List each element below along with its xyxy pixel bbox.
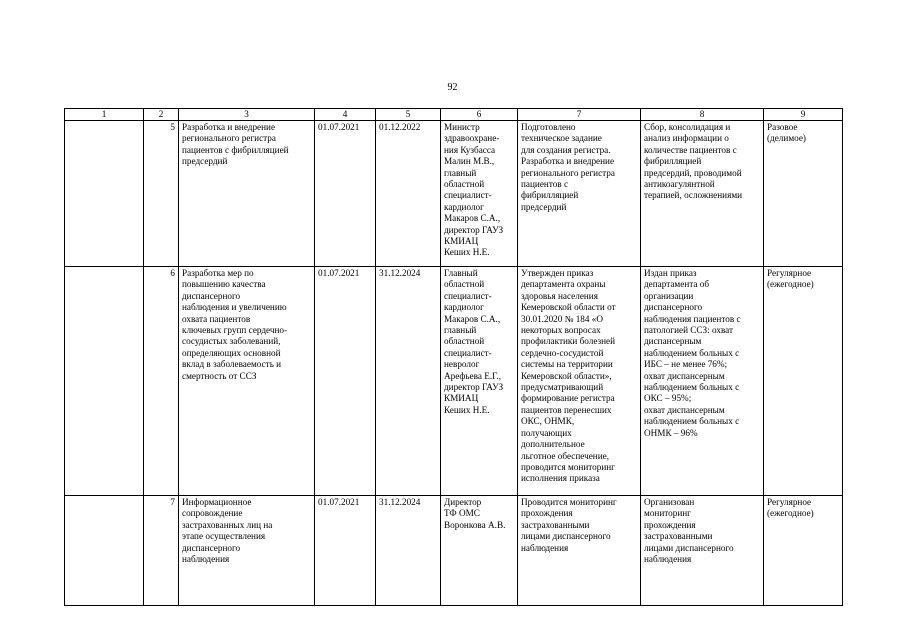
column-header-5: 5 <box>376 109 441 121</box>
cell-result: Подготовлено техническое задание для создания регистра. Разработка и внедрение регионального регистра пациентов с фибрилляцией предсердий <box>518 121 641 267</box>
column-header-4: 4 <box>315 109 376 121</box>
column-header-1: 1 <box>65 109 144 121</box>
cell-characteristic: Издан приказ департамента об организации диспансерного наблюдения пациентов с патологией ССЗ: охват диспансерным наблюдением больных с ИБС – не менее 76%; охват диспансерным наблюдением больных с ОКС – 95%; охват диспансерным наблюдением больных с ОНМК – 96% <box>641 267 764 496</box>
measures-table <box>64 108 843 606</box>
cell-characteristic: Организован мониторинг прохождения застрахованными лицами диспансерного наблюдения <box>641 496 764 606</box>
header-row <box>65 109 843 121</box>
cell-measure: Разработка и внедрение регионального регистра пациентов с фибрилляцией предсердий <box>179 121 315 267</box>
cell-result: Проводится мониторинг прохождения застрахованными лицами диспансерного наблюдения <box>518 496 641 606</box>
cell-end-date: 01.12.2022 <box>376 121 441 267</box>
cell-end-date: 31.12.2024 <box>376 496 441 606</box>
cell-end-date: 31.12.2024 <box>376 267 441 496</box>
cell-type: Регулярное (ежегодное) <box>764 496 843 606</box>
cell-responsible: Главный областной специалист- кардиолог Макаров С.А., главный областной специалист- невролог Арефьева Е.Г., директор ГАУЗ КМИАЦ Кеших Н.Е. <box>441 267 518 496</box>
cell-section <box>65 267 144 496</box>
cell-result: Утвержден приказ департамента охраны здоровья населения Кемеровской области от 30.01.2020 № 184 «О некоторых вопросах профилактики болезней сердечно-сосудистой системы на территории Кемеровской области», предусматривающий формирование регистра пациентов перенесших ОКС, ОНМК, получающих дополнительное льготное обеспечение, проводится мониторинг исполнения приказа <box>518 267 641 496</box>
cell-item-number: 7 <box>144 496 179 606</box>
cell-type: Разовое (делимое) <box>764 121 843 267</box>
table-row <box>65 267 843 496</box>
cell-measure: Разработка мер по повышению качества диспансерного наблюдения и увеличению охвата пациентов ключевых групп сердечно- сосудистых заболеваний, определяющих основной вклад в заболеваемость и смертность от ССЗ <box>179 267 315 496</box>
cell-characteristic: Сбор, консолидация и анализ информации о количестве пациентов с фибрилляцией предсердий, проводимой антикоагулянтной терапией, осложнениями <box>641 121 764 267</box>
cell-measure: Информационное сопровождение застрахованных лиц на этапе осуществления диспансерного наблюдения <box>179 496 315 606</box>
table-row <box>65 121 843 267</box>
cell-section <box>65 496 144 606</box>
cell-start-date: 01.07.2021 <box>315 267 376 496</box>
column-header-2: 2 <box>144 109 179 121</box>
page-number: 92 <box>447 82 458 93</box>
cell-responsible: Министр здравоохране- ния Кузбасса Малин М.В., главный областной специалист- кардиолог Макаров С.А., директор ГАУЗ КМИАЦ Кеших Н.Е. <box>441 121 518 267</box>
cell-type: Регулярное (ежегодное) <box>764 267 843 496</box>
column-header-8: 8 <box>641 109 764 121</box>
column-header-6: 6 <box>441 109 518 121</box>
cell-item-number: 5 <box>144 121 179 267</box>
table-row <box>65 496 843 606</box>
cell-item-number: 6 <box>144 267 179 496</box>
column-header-7: 7 <box>518 109 641 121</box>
column-header-3: 3 <box>179 109 315 121</box>
column-header-9: 9 <box>764 109 843 121</box>
cell-start-date: 01.07.2021 <box>315 121 376 267</box>
cell-start-date: 01.07.2021 <box>315 496 376 606</box>
cell-responsible: Директор ТФ ОМС Воронкова А.В. <box>441 496 518 606</box>
cell-section <box>65 121 144 267</box>
